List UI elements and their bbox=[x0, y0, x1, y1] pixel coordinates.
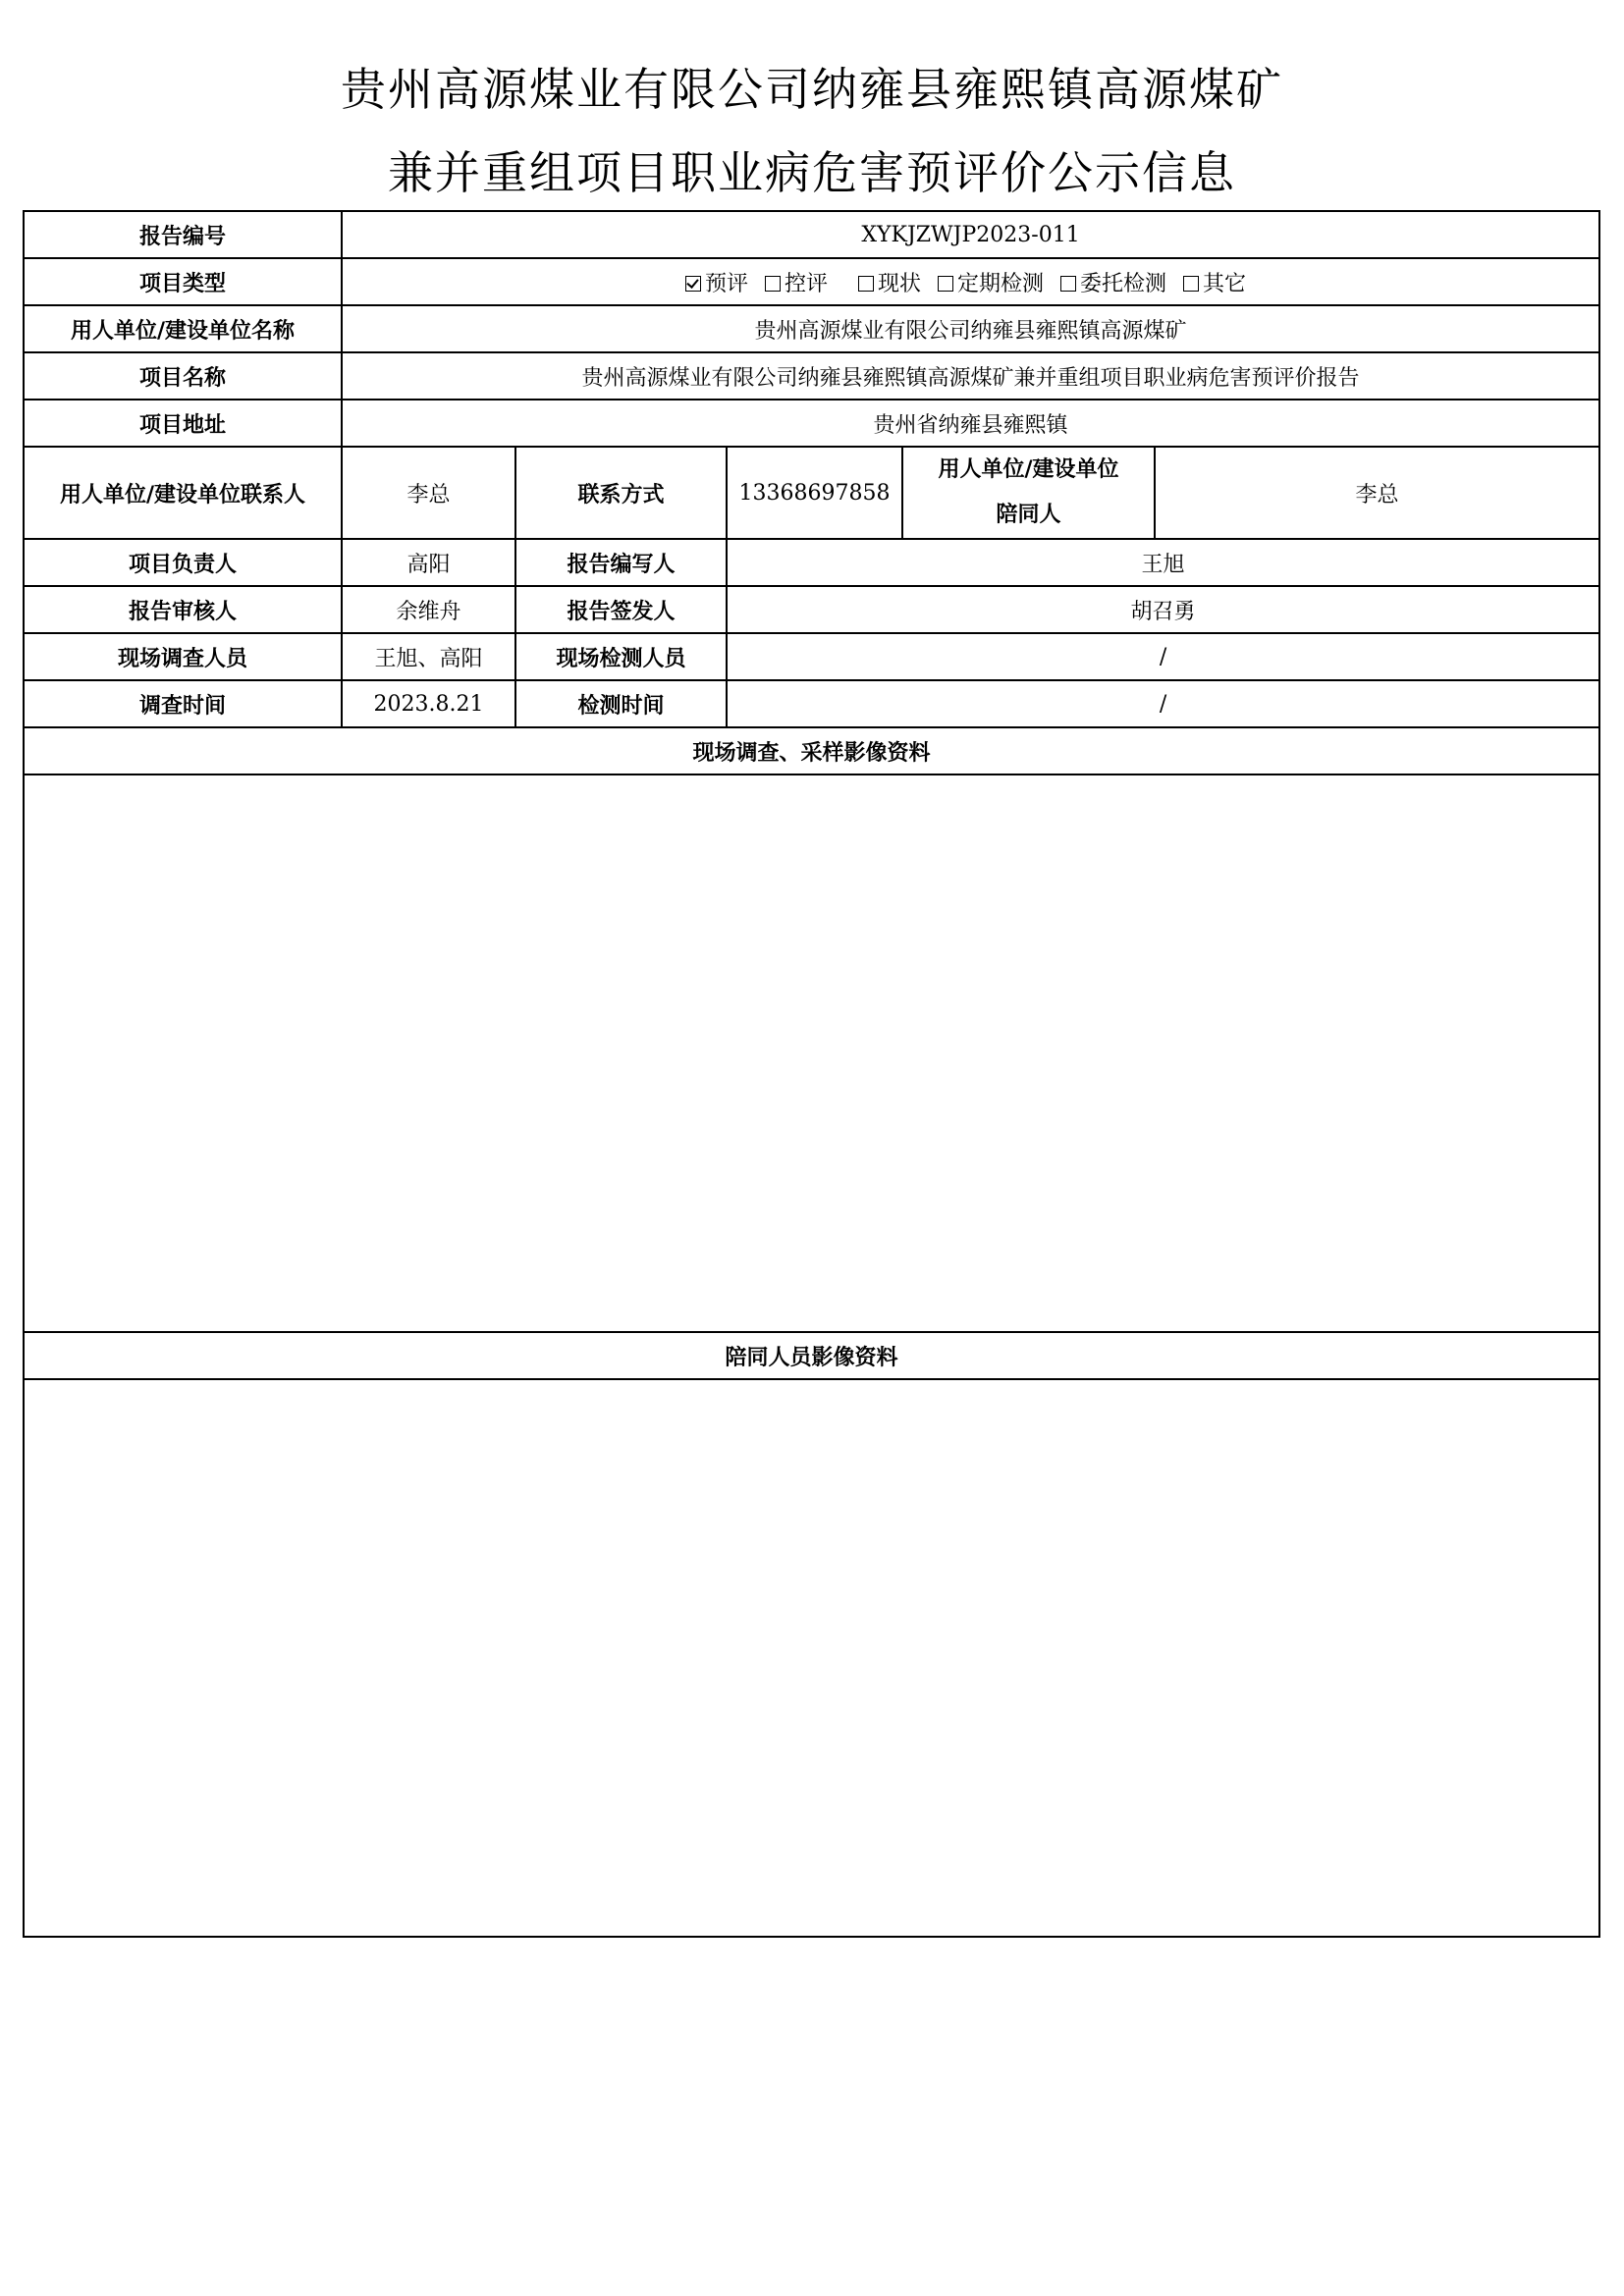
row-site-images-header bbox=[24, 727, 1599, 774]
employer-escort-label bbox=[902, 447, 1155, 539]
option-control-evaluation[interactable] bbox=[765, 267, 828, 297]
site-investigators-value: 王旭、高阳 bbox=[342, 633, 515, 680]
employer-name-label: 用人单位/建设单位名称 bbox=[24, 305, 342, 352]
investigation-time-value: 2023.8.21 bbox=[342, 680, 515, 727]
row-report-no bbox=[24, 211, 1599, 258]
report-issuer-label: 报告签发人 bbox=[515, 586, 727, 633]
disclosure-form-table bbox=[23, 210, 1600, 1938]
option-label: 委托检测 bbox=[1080, 271, 1167, 296]
option-label: 其它 bbox=[1203, 271, 1247, 296]
option-other[interactable] bbox=[1183, 267, 1246, 297]
title-line-2: 兼并重组项目职业病危害预评价公示信息 bbox=[388, 146, 1236, 199]
row-employer-name bbox=[24, 305, 1599, 352]
project-leader-value: 高阳 bbox=[342, 539, 515, 586]
project-type-options bbox=[342, 258, 1599, 305]
site-testers-value: / bbox=[727, 633, 1599, 680]
testing-time-value: / bbox=[727, 680, 1599, 727]
checkbox-checked-icon[interactable] bbox=[685, 276, 701, 292]
site-investigators-label: 现场调查人员 bbox=[24, 633, 342, 680]
checkbox-icon[interactable] bbox=[765, 276, 781, 292]
checkbox-icon[interactable] bbox=[1060, 276, 1076, 292]
project-leader-label: 项目负责人 bbox=[24, 539, 342, 586]
row-site-staff bbox=[24, 633, 1599, 680]
row-escort-images-header bbox=[24, 1332, 1599, 1379]
report-reviewer-label: 报告审核人 bbox=[24, 586, 342, 633]
title-line-1: 贵州高源煤业有限公司纳雍县雍熙镇高源煤矿 bbox=[341, 63, 1283, 116]
site-testers-label: 现场检测人员 bbox=[515, 633, 727, 680]
row-leader-writer bbox=[24, 539, 1599, 586]
row-site-images-area bbox=[24, 774, 1599, 1332]
row-times bbox=[24, 680, 1599, 727]
project-name-value: 贵州高源煤业有限公司纳雍县雍熙镇高源煤矿兼并重组项目职业病危害预评价报告 bbox=[342, 352, 1599, 400]
option-label: 定期检测 bbox=[957, 271, 1045, 296]
contact-method-label: 联系方式 bbox=[515, 447, 727, 539]
report-reviewer-value: 余维舟 bbox=[342, 586, 515, 633]
row-reviewer-issuer bbox=[24, 586, 1599, 633]
option-label: 控评 bbox=[784, 271, 828, 296]
employer-escort-value: 李总 bbox=[1155, 447, 1599, 539]
site-images-area bbox=[24, 774, 1599, 1332]
project-name-label: 项目名称 bbox=[24, 352, 342, 400]
project-address-label: 项目地址 bbox=[24, 400, 342, 447]
report-writer-value: 王旭 bbox=[727, 539, 1599, 586]
escort-images-area bbox=[24, 1379, 1599, 1937]
option-commissioned-testing[interactable] bbox=[1060, 267, 1166, 297]
checkbox-icon[interactable] bbox=[1183, 276, 1199, 292]
row-project-type bbox=[24, 258, 1599, 305]
checkbox-icon[interactable] bbox=[858, 276, 874, 292]
investigation-time-label: 调查时间 bbox=[24, 680, 342, 727]
row-contacts bbox=[24, 447, 1599, 539]
report-no-value: XYKJZWJP2023-011 bbox=[342, 211, 1599, 258]
site-images-section-title: 现场调查、采样影像资料 bbox=[24, 727, 1599, 774]
employer-name-value: 贵州高源煤业有限公司纳雍县雍熙镇高源煤矿 bbox=[342, 305, 1599, 352]
employer-contact-label: 用人单位/建设单位联系人 bbox=[24, 447, 342, 539]
project-type-label: 项目类型 bbox=[24, 258, 342, 305]
escort-images-section-title: 陪同人员影像资料 bbox=[24, 1332, 1599, 1379]
employer-escort-label-line2: 陪同人 bbox=[996, 503, 1061, 527]
option-pre-evaluation[interactable] bbox=[685, 267, 748, 297]
row-project-address bbox=[24, 400, 1599, 447]
report-issuer-value: 胡召勇 bbox=[727, 586, 1599, 633]
employer-contact-value: 李总 bbox=[342, 447, 515, 539]
option-periodic-testing[interactable] bbox=[938, 267, 1044, 297]
option-label: 现状 bbox=[878, 271, 922, 296]
contact-method-value: 13368697858 bbox=[727, 447, 902, 539]
row-project-name bbox=[24, 352, 1599, 400]
checkbox-icon[interactable] bbox=[938, 276, 953, 292]
report-writer-label: 报告编写人 bbox=[515, 539, 727, 586]
testing-time-label: 检测时间 bbox=[515, 680, 727, 727]
project-address-value: 贵州省纳雍县雍熙镇 bbox=[342, 400, 1599, 447]
option-status-evaluation[interactable] bbox=[858, 267, 921, 297]
option-label: 预评 bbox=[704, 271, 748, 296]
report-no-label: 报告编号 bbox=[24, 211, 342, 258]
row-escort-images-area bbox=[24, 1379, 1599, 1937]
employer-escort-label-line1: 用人单位/建设单位 bbox=[938, 457, 1119, 482]
